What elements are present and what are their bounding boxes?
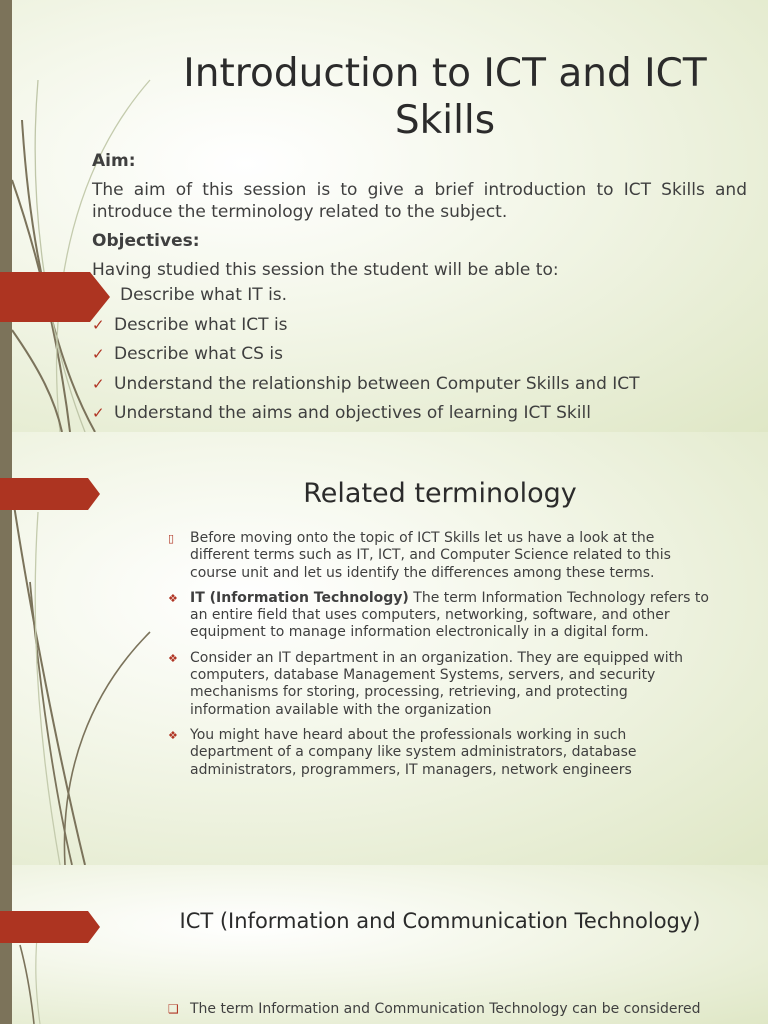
objectives-intro: Having studied this session the student will be able to: [92,260,559,280]
list-item: ❖ IT (Information Technology) The term Information Technology refers to an entire field that uses computers, networking, software, and other equipment to manage information electronically in a digital form. [168,589,709,641]
diamond-bullet-icon: ❖ [168,591,178,605]
square-bullet-icon: ❑ [168,1002,179,1016]
slide-body [92,150,747,429]
square-bullet-icon: ▯ [168,532,175,545]
arrow-tab-shape [0,911,100,943]
list-item: ❖ You might have heard about the professionals working in such department of a company like system administrators, database administrators, programmers, IT managers, network engineers [168,726,637,778]
list-item: ❑ The term Information and Communication Technology can be considered [168,1001,701,1017]
slide-title: Introduction to ICT and ICT Skills [183,51,707,143]
aim-heading: Aim: [92,151,136,171]
check-icon: ✓ [92,345,105,363]
check-icon: ✓ [92,404,105,422]
list-item: ✓ Describe what ICT is [92,311,747,341]
list-item: ❖ Consider an IT department in an organization. They are equipped with computers, database Management Systems, servers, and security mechanisms for storing, processing, retrieving, and protecting information available with the organization [168,649,684,718]
list-item: ▯ Before moving onto the topic of ICT Skills let us have a look at the different terms such as IT, ICT, and Computer Science related to this course unit and let us identify the differences among these terms. [168,530,671,581]
slide-title: ICT (Information and Communication Technology) [179,909,701,933]
slide-title: Related terminology [303,478,577,509]
slide-1 [0,0,768,432]
objectives-heading: Objectives: [92,231,200,251]
check-icon: ✓ [92,315,105,334]
objectives-list [92,281,747,429]
diamond-bullet-icon: ❖ [168,651,178,665]
list-item: ✓ Describe what CS is [92,340,747,370]
slide-3 [0,865,768,1024]
diamond-bullet-icon: ❖ [168,728,178,742]
list-item: Describe what IT is. [120,285,288,305]
terminology-list [168,530,713,787]
list-item: ✓ Understand the aims and objectives of learning ICT Skill [92,399,747,429]
decorative-curves [0,865,160,1024]
check-icon: ✓ [92,374,105,393]
arrow-tab-shape [0,478,100,510]
ict-list [168,1001,728,1018]
list-item: ✓ Understand the relationship between Computer Skills and ICT [92,370,747,400]
aim-text: The aim of this session is to give a brief introduction to ICT Skills and introduce the terminology related to the subject. [92,180,747,222]
slide-2 [0,432,768,865]
